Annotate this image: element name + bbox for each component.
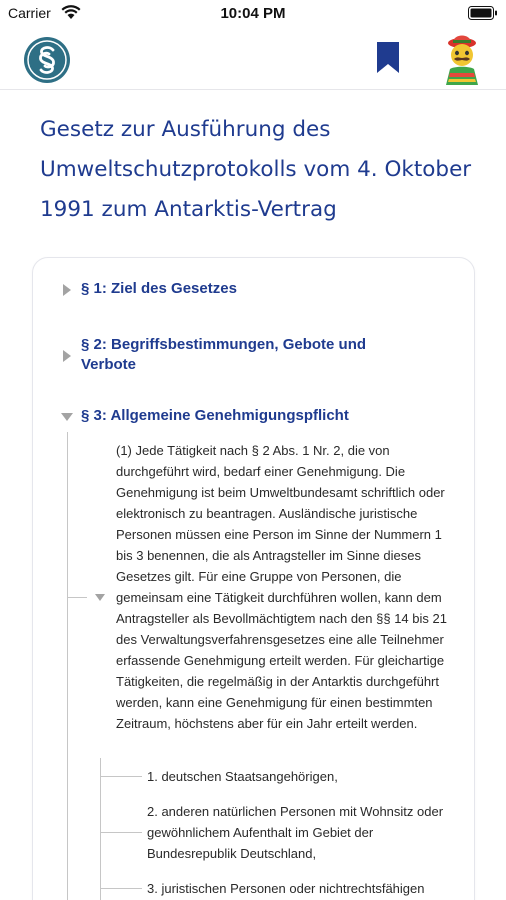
section-1-label: § 1: Ziel des Gesetzes [81,280,237,297]
tree-branch-paragraph [67,597,87,598]
caret-down-icon[interactable] [94,591,106,603]
tree-line-main [67,432,68,900]
section-2-label: § 2: Begriffsbestimmungen, Gebote und Verbote [81,336,367,373]
paragraph-1-text: (1) Jede Tätigkeit nach § 2 Abs. 1 Nr. 2, die von durchgeführt wird, bedarf einer Genehmigung. Die Genehmigung ist beim Umweltbundesamt schriftlich oder elektronisch zu beantragen. Ausländische juristische Personen müssen eine Person im Sinne der Nummern 1 bis 3 benennen, die als Antragsteller im Sinne dieses Gesetzes gilt. Für eine Gruppe von Personen, die gemeinsam eine Tätigkeit durchführen wollen, kann dem Antragsteller als Bevollmächtigtem nach den §§ 14 bis 21 des Verwaltungsverfahrensgesetzes eine alle Teilnehmer erfassende Genehmigung erteilt werden. Für gleichartige Tätigkeiten, die regelmäßig in der Antarktis durchgeführt werden, kann eine Genehmigung für einen bestimmten Zeitraum, höchstens aber für ein Jahr erteilt werden. [116,443,447,731]
section-1-item[interactable] [60,279,400,299]
paragraph-logo-icon[interactable] [23,36,71,84]
list-item-3: 3. juristischen Personen oder nichtrechtsfähigen [147,881,425,896]
section-3-label: § 3: Allgemeine Genehmigungspflicht [81,407,349,424]
carrier-label: Carrier [8,5,51,21]
battery-full-icon [468,6,498,20]
tree-branch-item-2 [100,832,142,833]
law-title: Gesetz zur Ausführung des Umweltschutzprotokolls vom 4. Oktober 1991 zum Antarktis-Vertrag [40,117,472,222]
clock-time: 10:04 PM [220,5,286,22]
caret-down-icon [60,410,74,424]
section-3-item[interactable] [60,406,400,426]
tree-branch-item-3 [100,888,142,889]
section-2-item[interactable] [60,335,400,375]
tree-branch-item-1 [100,776,142,777]
list-item-2: 2. anderen natürlichen Personen mit Wohnsitz oder gewöhnlichem Aufenthalt im Gebiet der Bundesrepublik Deutschland, [147,804,444,861]
mexican-avatar-icon[interactable] [436,31,488,85]
bookmark-icon[interactable] [376,42,400,74]
navigation-bar [0,28,506,90]
caret-right-icon [60,349,74,363]
list-item-1: 1. deutschen Staatsangehörigen, [147,769,338,784]
status-bar [0,0,506,28]
caret-right-icon [60,283,74,297]
tree-line-sub [100,758,101,900]
